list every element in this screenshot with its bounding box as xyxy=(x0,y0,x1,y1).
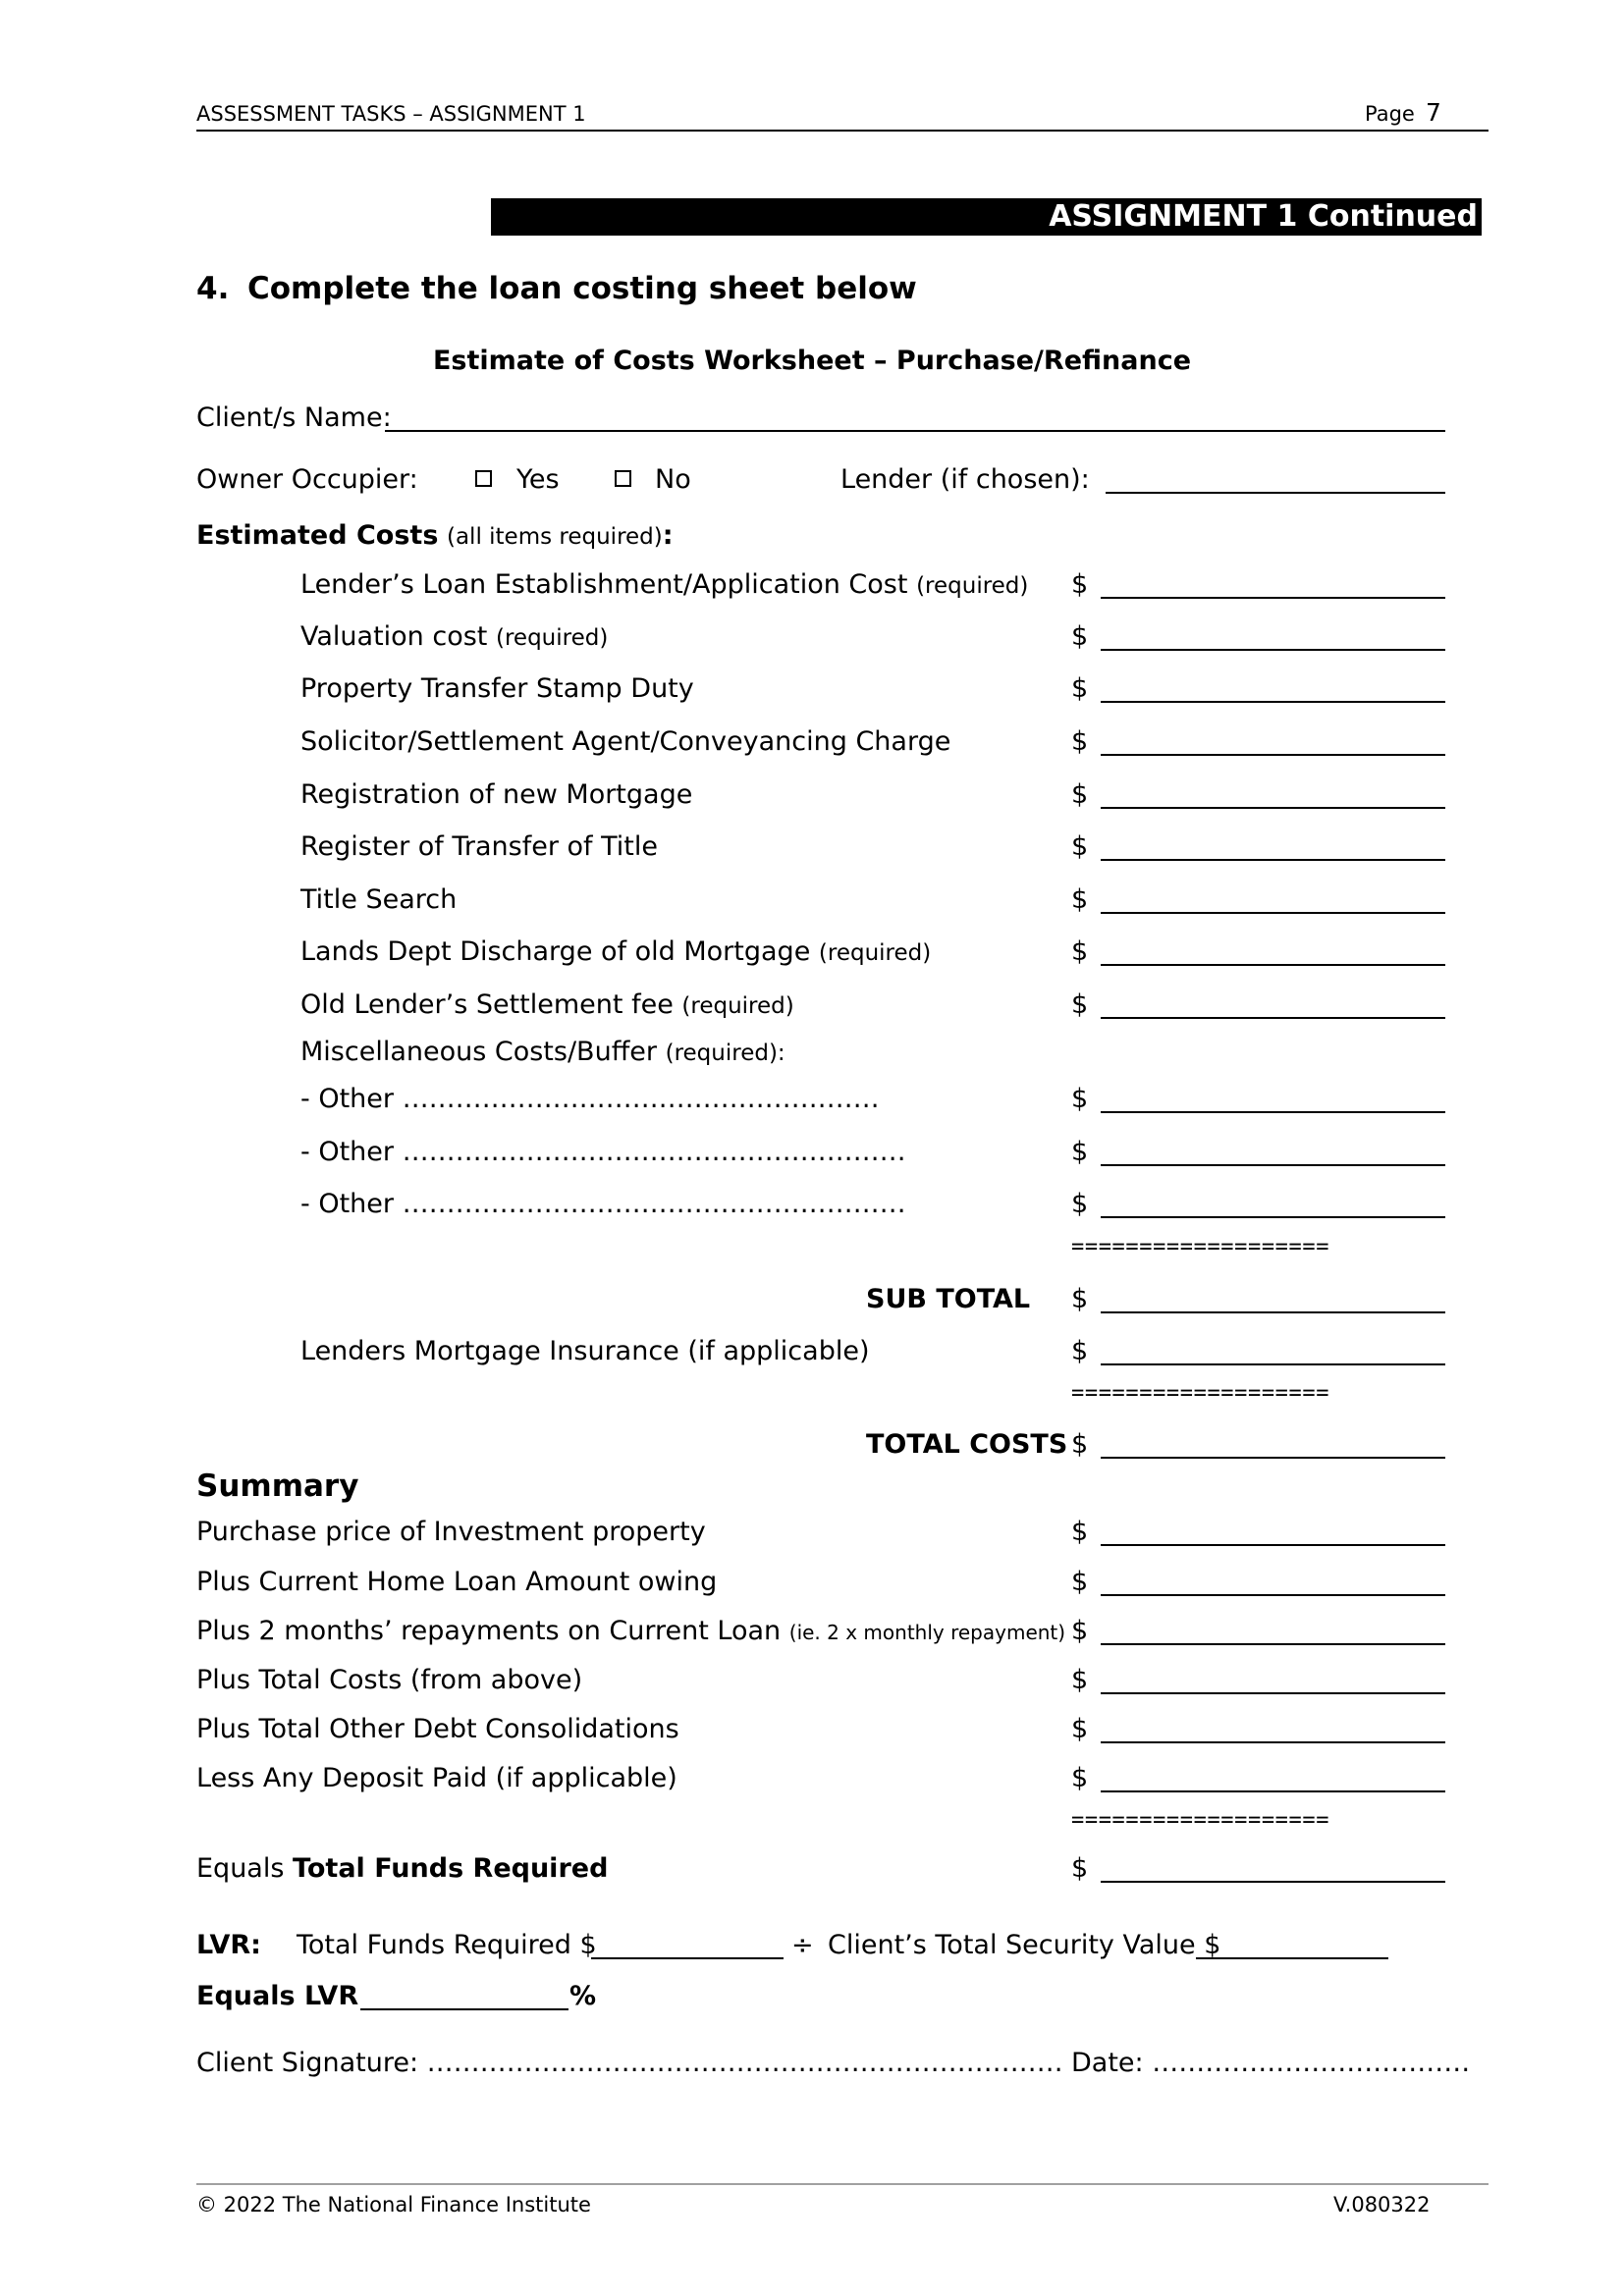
other-item: - Other ……………………………………………… xyxy=(300,1084,880,1114)
dollar-sign: $ xyxy=(1071,1665,1089,1695)
equals-lvr-label: Equals LVR xyxy=(196,1981,359,2011)
double-rule: =================== xyxy=(1071,1381,1330,1406)
dollar-sign: $ xyxy=(1071,1284,1089,1314)
question-number: 4. xyxy=(196,271,230,306)
summary-amount-field[interactable] xyxy=(1101,1643,1445,1645)
footer-copyright: © 2022 The National Finance Institute xyxy=(196,2193,591,2216)
divide-symbol: ÷ xyxy=(791,1930,814,1960)
cost-item-label: Solicitor/Settlement Agent/Conveyancing Charge xyxy=(300,726,951,757)
owner-occupier-label: Owner Occupier: xyxy=(196,464,418,495)
other-amount-field[interactable] xyxy=(1101,1164,1445,1166)
summary-amount-field[interactable] xyxy=(1101,1741,1445,1743)
dollar-sign: $ xyxy=(1071,621,1089,652)
dollar-sign: $ xyxy=(1071,1616,1089,1646)
summary-item-label: Purchase price of Investment property xyxy=(196,1517,706,1547)
client-signature-line[interactable]: Client Signature: ……………………………………………………………… xyxy=(196,2048,1063,2078)
dollar-sign: $ xyxy=(1071,1429,1089,1460)
misc-costs-label: Miscellaneous Costs/Buffer (required): xyxy=(300,1037,785,1067)
summary-amount-field[interactable] xyxy=(1101,1692,1445,1694)
other-amount-field[interactable] xyxy=(1101,1111,1445,1113)
lvr-total-funds-field[interactable] xyxy=(591,1957,784,1959)
dollar-sign: $ xyxy=(1071,1763,1089,1793)
sub-total-field[interactable] xyxy=(1101,1311,1445,1313)
lvr-security-label: Client’s Total Security Value $ xyxy=(828,1930,1221,1960)
double-rule: =================== xyxy=(1071,1808,1330,1833)
header-page-number: 7 xyxy=(1426,98,1441,127)
footer-version: V.080322 xyxy=(1333,2193,1431,2216)
lender-label: Lender (if chosen): xyxy=(840,464,1090,495)
summary-amount-field[interactable] xyxy=(1101,1790,1445,1792)
other-item: - Other ………………………………………………… xyxy=(300,1189,906,1219)
cost-item-label: Title Search xyxy=(300,884,458,915)
dollar-sign: $ xyxy=(1071,726,1089,757)
lvr-total-funds-label: Total Funds Required $ xyxy=(297,1930,597,1960)
other-amount-field[interactable] xyxy=(1101,1216,1445,1218)
cost-item-label: Register of Transfer of Title xyxy=(300,831,658,862)
worksheet-title: Estimate of Costs Worksheet – Purchase/Refinance xyxy=(432,346,1192,376)
summary-heading: Summary xyxy=(196,1468,359,1504)
dollar-sign: $ xyxy=(1071,1336,1089,1366)
other-item: - Other ………………………………………………… xyxy=(300,1137,906,1167)
cost-item-label: Old Lender’s Settlement fee (required) xyxy=(300,989,794,1020)
cost-amount-field[interactable] xyxy=(1101,807,1445,809)
summary-item-label: Plus Current Home Loan Amount owing xyxy=(196,1567,718,1597)
summary-item-label: Plus Total Other Debt Consolidations xyxy=(196,1714,679,1744)
estimated-costs-heading: Estimated Costs (all items required): xyxy=(196,520,674,551)
header-rule xyxy=(196,130,1489,132)
total-costs-label: TOTAL COSTS xyxy=(866,1429,1068,1460)
header-title: ASSESSMENT TASKS – ASSIGNMENT 1 xyxy=(196,102,586,126)
yes-label: Yes xyxy=(516,464,560,495)
percent-sign: % xyxy=(569,1981,597,2011)
lvr-security-field[interactable] xyxy=(1196,1957,1388,1959)
cost-amount-field[interactable] xyxy=(1101,649,1445,651)
lvr-label: LVR: xyxy=(196,1930,261,1960)
cost-item-label: Registration of new Mortgage xyxy=(300,779,693,810)
dollar-sign: $ xyxy=(1071,1853,1089,1884)
total-costs-field[interactable] xyxy=(1101,1457,1445,1459)
dollar-sign: $ xyxy=(1071,1189,1089,1219)
total-funds-field[interactable] xyxy=(1101,1881,1445,1883)
summary-amount-field[interactable] xyxy=(1101,1544,1445,1546)
total-funds-label: Equals Total Funds Required xyxy=(196,1853,609,1884)
double-rule: =================== xyxy=(1071,1235,1330,1259)
client-name-label: Client/s Name: xyxy=(196,402,392,433)
dollar-sign: $ xyxy=(1071,1567,1089,1597)
lvr-result-field[interactable] xyxy=(360,2008,568,2010)
cost-item-label: Property Transfer Stamp Duty xyxy=(300,673,694,704)
dollar-sign: $ xyxy=(1071,569,1089,600)
lender-field[interactable] xyxy=(1106,492,1445,494)
cost-amount-field[interactable] xyxy=(1101,912,1445,914)
lmi-label: Lenders Mortgage Insurance (if applicable) xyxy=(300,1336,870,1366)
client-name-field[interactable] xyxy=(385,430,1445,432)
banner-text: ASSIGNMENT 1 Continued xyxy=(1049,199,1478,234)
cost-item-label: Lands Dept Discharge of old Mortgage (required) xyxy=(300,936,932,967)
dollar-sign: $ xyxy=(1071,1714,1089,1744)
dollar-sign: $ xyxy=(1071,779,1089,810)
summary-item-label: Plus Total Costs (from above) xyxy=(196,1665,583,1695)
dollar-sign: $ xyxy=(1071,989,1089,1020)
header-page-label: Page xyxy=(1365,102,1415,126)
dollar-sign: $ xyxy=(1071,936,1089,967)
cost-amount-field[interactable] xyxy=(1101,701,1445,703)
dollar-sign: $ xyxy=(1071,1137,1089,1167)
question-heading: Complete the loan costing sheet below xyxy=(247,271,917,306)
footer-rule xyxy=(196,2183,1489,2185)
cost-item-label: Lender’s Loan Establishment/Application Cost (required) xyxy=(300,569,1029,600)
assignment-banner xyxy=(491,198,1482,236)
no-checkbox[interactable] xyxy=(615,470,631,487)
sub-total-label: SUB TOTAL xyxy=(866,1284,1031,1314)
cost-amount-field[interactable] xyxy=(1101,597,1445,599)
summary-item-label: Less Any Deposit Paid (if applicable) xyxy=(196,1763,677,1793)
summary-item-label: Plus 2 months’ repayments on Current Loan (ie. 2 x monthly repayment) xyxy=(196,1616,1066,1646)
cost-item-label: Valuation cost (required) xyxy=(300,621,609,652)
cost-amount-field[interactable] xyxy=(1101,859,1445,861)
cost-amount-field[interactable] xyxy=(1101,1017,1445,1019)
summary-amount-field[interactable] xyxy=(1101,1594,1445,1596)
lmi-field[interactable] xyxy=(1101,1363,1445,1365)
dollar-sign: $ xyxy=(1071,831,1089,862)
cost-amount-field[interactable] xyxy=(1101,754,1445,756)
cost-amount-field[interactable] xyxy=(1101,964,1445,966)
dollar-sign: $ xyxy=(1071,1084,1089,1114)
yes-checkbox[interactable] xyxy=(475,470,492,487)
dollar-sign: $ xyxy=(1071,884,1089,915)
dollar-sign: $ xyxy=(1071,673,1089,704)
date-line[interactable]: Date: ……………………………… xyxy=(1071,2048,1471,2078)
dollar-sign: $ xyxy=(1071,1517,1089,1547)
no-label: No xyxy=(655,464,691,495)
